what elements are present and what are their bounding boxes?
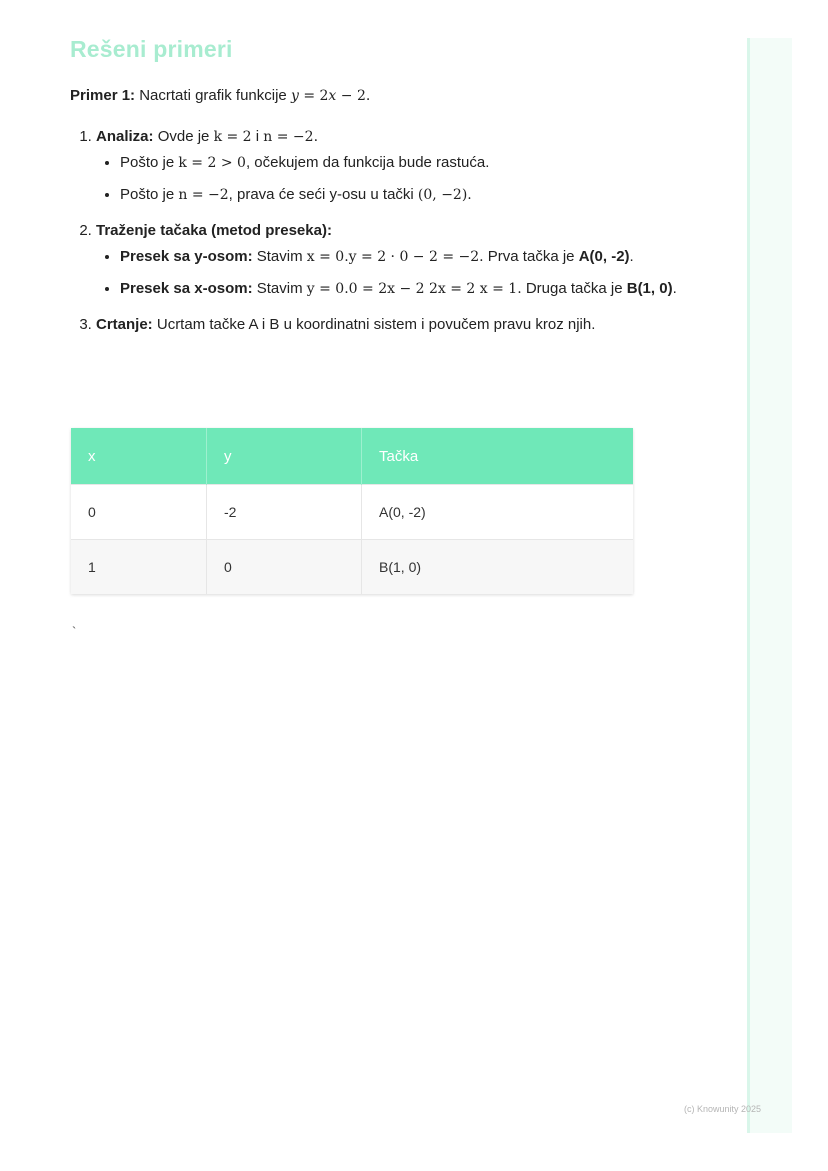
table-row: 0 -2 A(0, -2) bbox=[71, 485, 633, 540]
step-draw: 3. Crtanje: Ucrtam tačke A i B u koordinatni sistem i povučem pravu kroz njih. bbox=[96, 313, 710, 337]
header-x: x bbox=[71, 428, 207, 485]
example-text: Nacrtati grafik funkcije bbox=[139, 87, 287, 104]
document-body bbox=[70, 36, 710, 349]
points-table bbox=[71, 428, 633, 594]
analysis-bullets bbox=[96, 151, 710, 207]
list-item: • Presek sa y-osom: Stavim x = 0.y = 2 · 0 − 2 = −2. Prva tačka je A(0, -2). bbox=[120, 245, 710, 269]
list-item: • Pošto je k = 2 > 0, očekujem da funkcija bude rastuća. bbox=[120, 151, 710, 175]
side-band bbox=[747, 38, 792, 1133]
header-point: Tačka bbox=[362, 428, 634, 485]
intersection-bullets bbox=[96, 245, 710, 301]
page-title: Rešeni primeri bbox=[70, 36, 233, 62]
example-intro bbox=[70, 85, 710, 107]
example-formula: y = 2x − 2. bbox=[290, 88, 371, 104]
copyright-footer: (c) Knowunity 2025 bbox=[684, 1104, 762, 1114]
step-analysis: 1. Analiza: Ovde je k = 2 i n = −2. • Pošto je k = 2 > 0, očekujem da funkcija bude rastuća. • Pošto je n = −2, prava će seći y-osu u tački (0, −2). bbox=[96, 125, 710, 207]
example-label: Primer 1: bbox=[70, 87, 136, 104]
step-find-points: 2. Traženje tačaka (metod preseka): • Presek sa y-osom: Stavim x = 0.y = 2 · 0 − 2 = −2. Prva tačka je A(0, -2). • Presek sa x-osom: Stavim y = 0.0 = 2x − 2 2x = 2 x = 1. Druga tačka je B(1, 0). bbox=[96, 219, 710, 301]
table-header-row bbox=[71, 428, 633, 485]
stray-mark: ` bbox=[72, 624, 77, 639]
table-row: 1 0 B(1, 0) bbox=[71, 540, 633, 595]
header-y: y bbox=[207, 428, 362, 485]
list-item: • Presek sa x-osom: Stavim y = 0.0 = 2x − 2 2x = 2 x = 1. Druga tačka je B(1, 0). bbox=[120, 277, 710, 301]
list-item: • Pošto je n = −2, prava će seći y-osu u tački (0, −2). bbox=[120, 183, 710, 207]
solution-steps bbox=[70, 125, 710, 337]
